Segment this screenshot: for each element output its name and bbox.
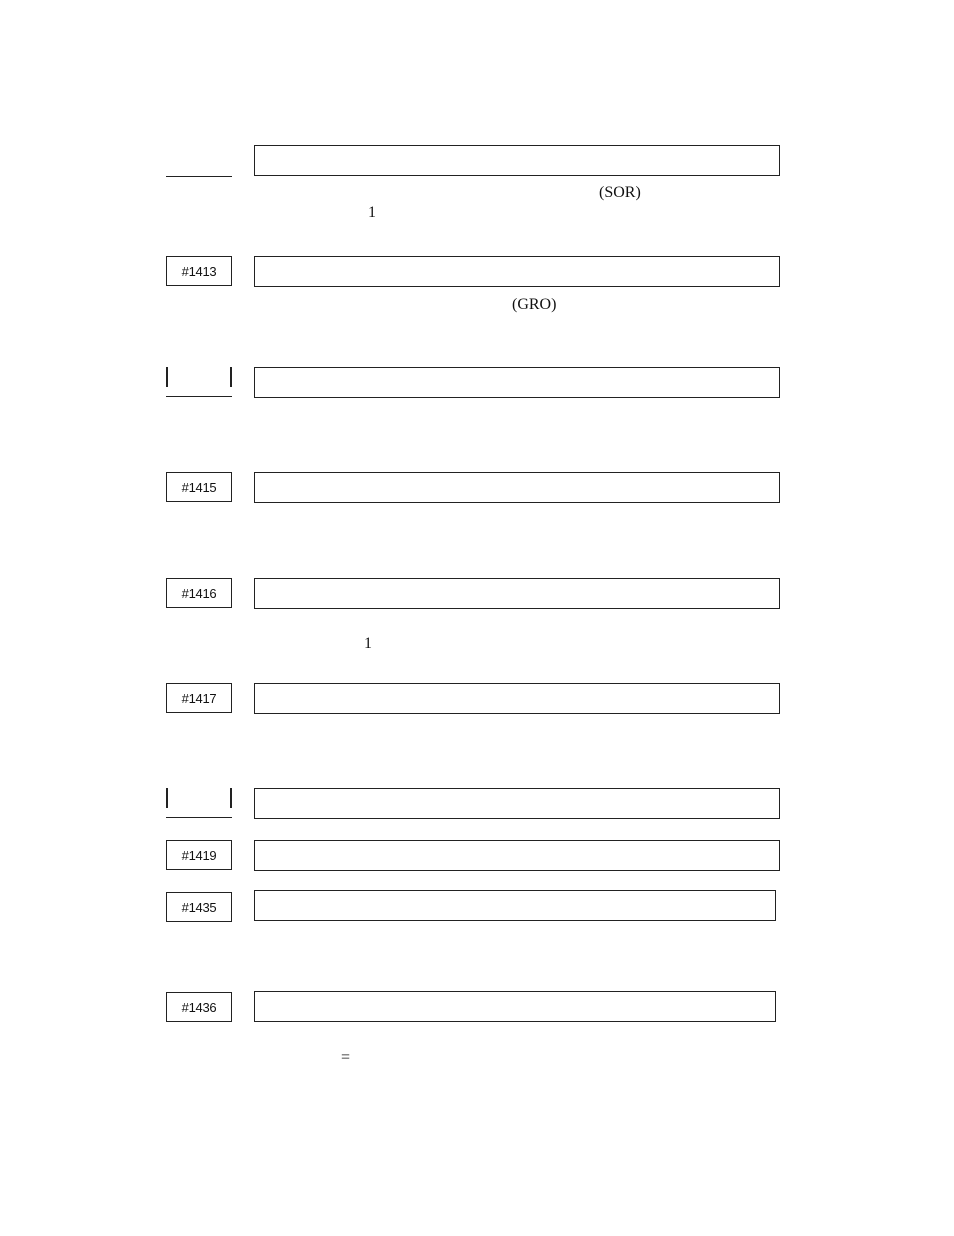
param-label-blank-2 <box>166 367 232 397</box>
param-description-box <box>254 991 776 1022</box>
numeral-note: 1 <box>364 635 372 652</box>
param-description-box <box>254 890 776 921</box>
param-label-1413: #1413 <box>166 256 232 286</box>
param-description-box <box>254 145 780 176</box>
equals-note: = <box>341 1049 351 1066</box>
param-label-1436: #1436 <box>166 992 232 1022</box>
param-description-box <box>254 367 780 398</box>
param-label-1416: #1416 <box>166 578 232 608</box>
param-description-box <box>254 840 780 871</box>
param-label-1415: #1415 <box>166 472 232 502</box>
param-description-box <box>254 256 780 287</box>
param-label-1435: #1435 <box>166 892 232 922</box>
param-label-1419: #1419 <box>166 840 232 870</box>
param-description-box <box>254 578 780 609</box>
sor-note: (SOR) <box>599 184 641 201</box>
param-label-1417: #1417 <box>166 683 232 713</box>
param-description-box <box>254 788 780 819</box>
numeral-note: 1 <box>368 204 376 221</box>
param-description-box <box>254 472 780 503</box>
param-description-box <box>254 683 780 714</box>
param-label-blank-1 <box>166 147 232 177</box>
gro-note: (GRO) <box>512 296 557 313</box>
param-label-blank-3 <box>166 788 232 818</box>
